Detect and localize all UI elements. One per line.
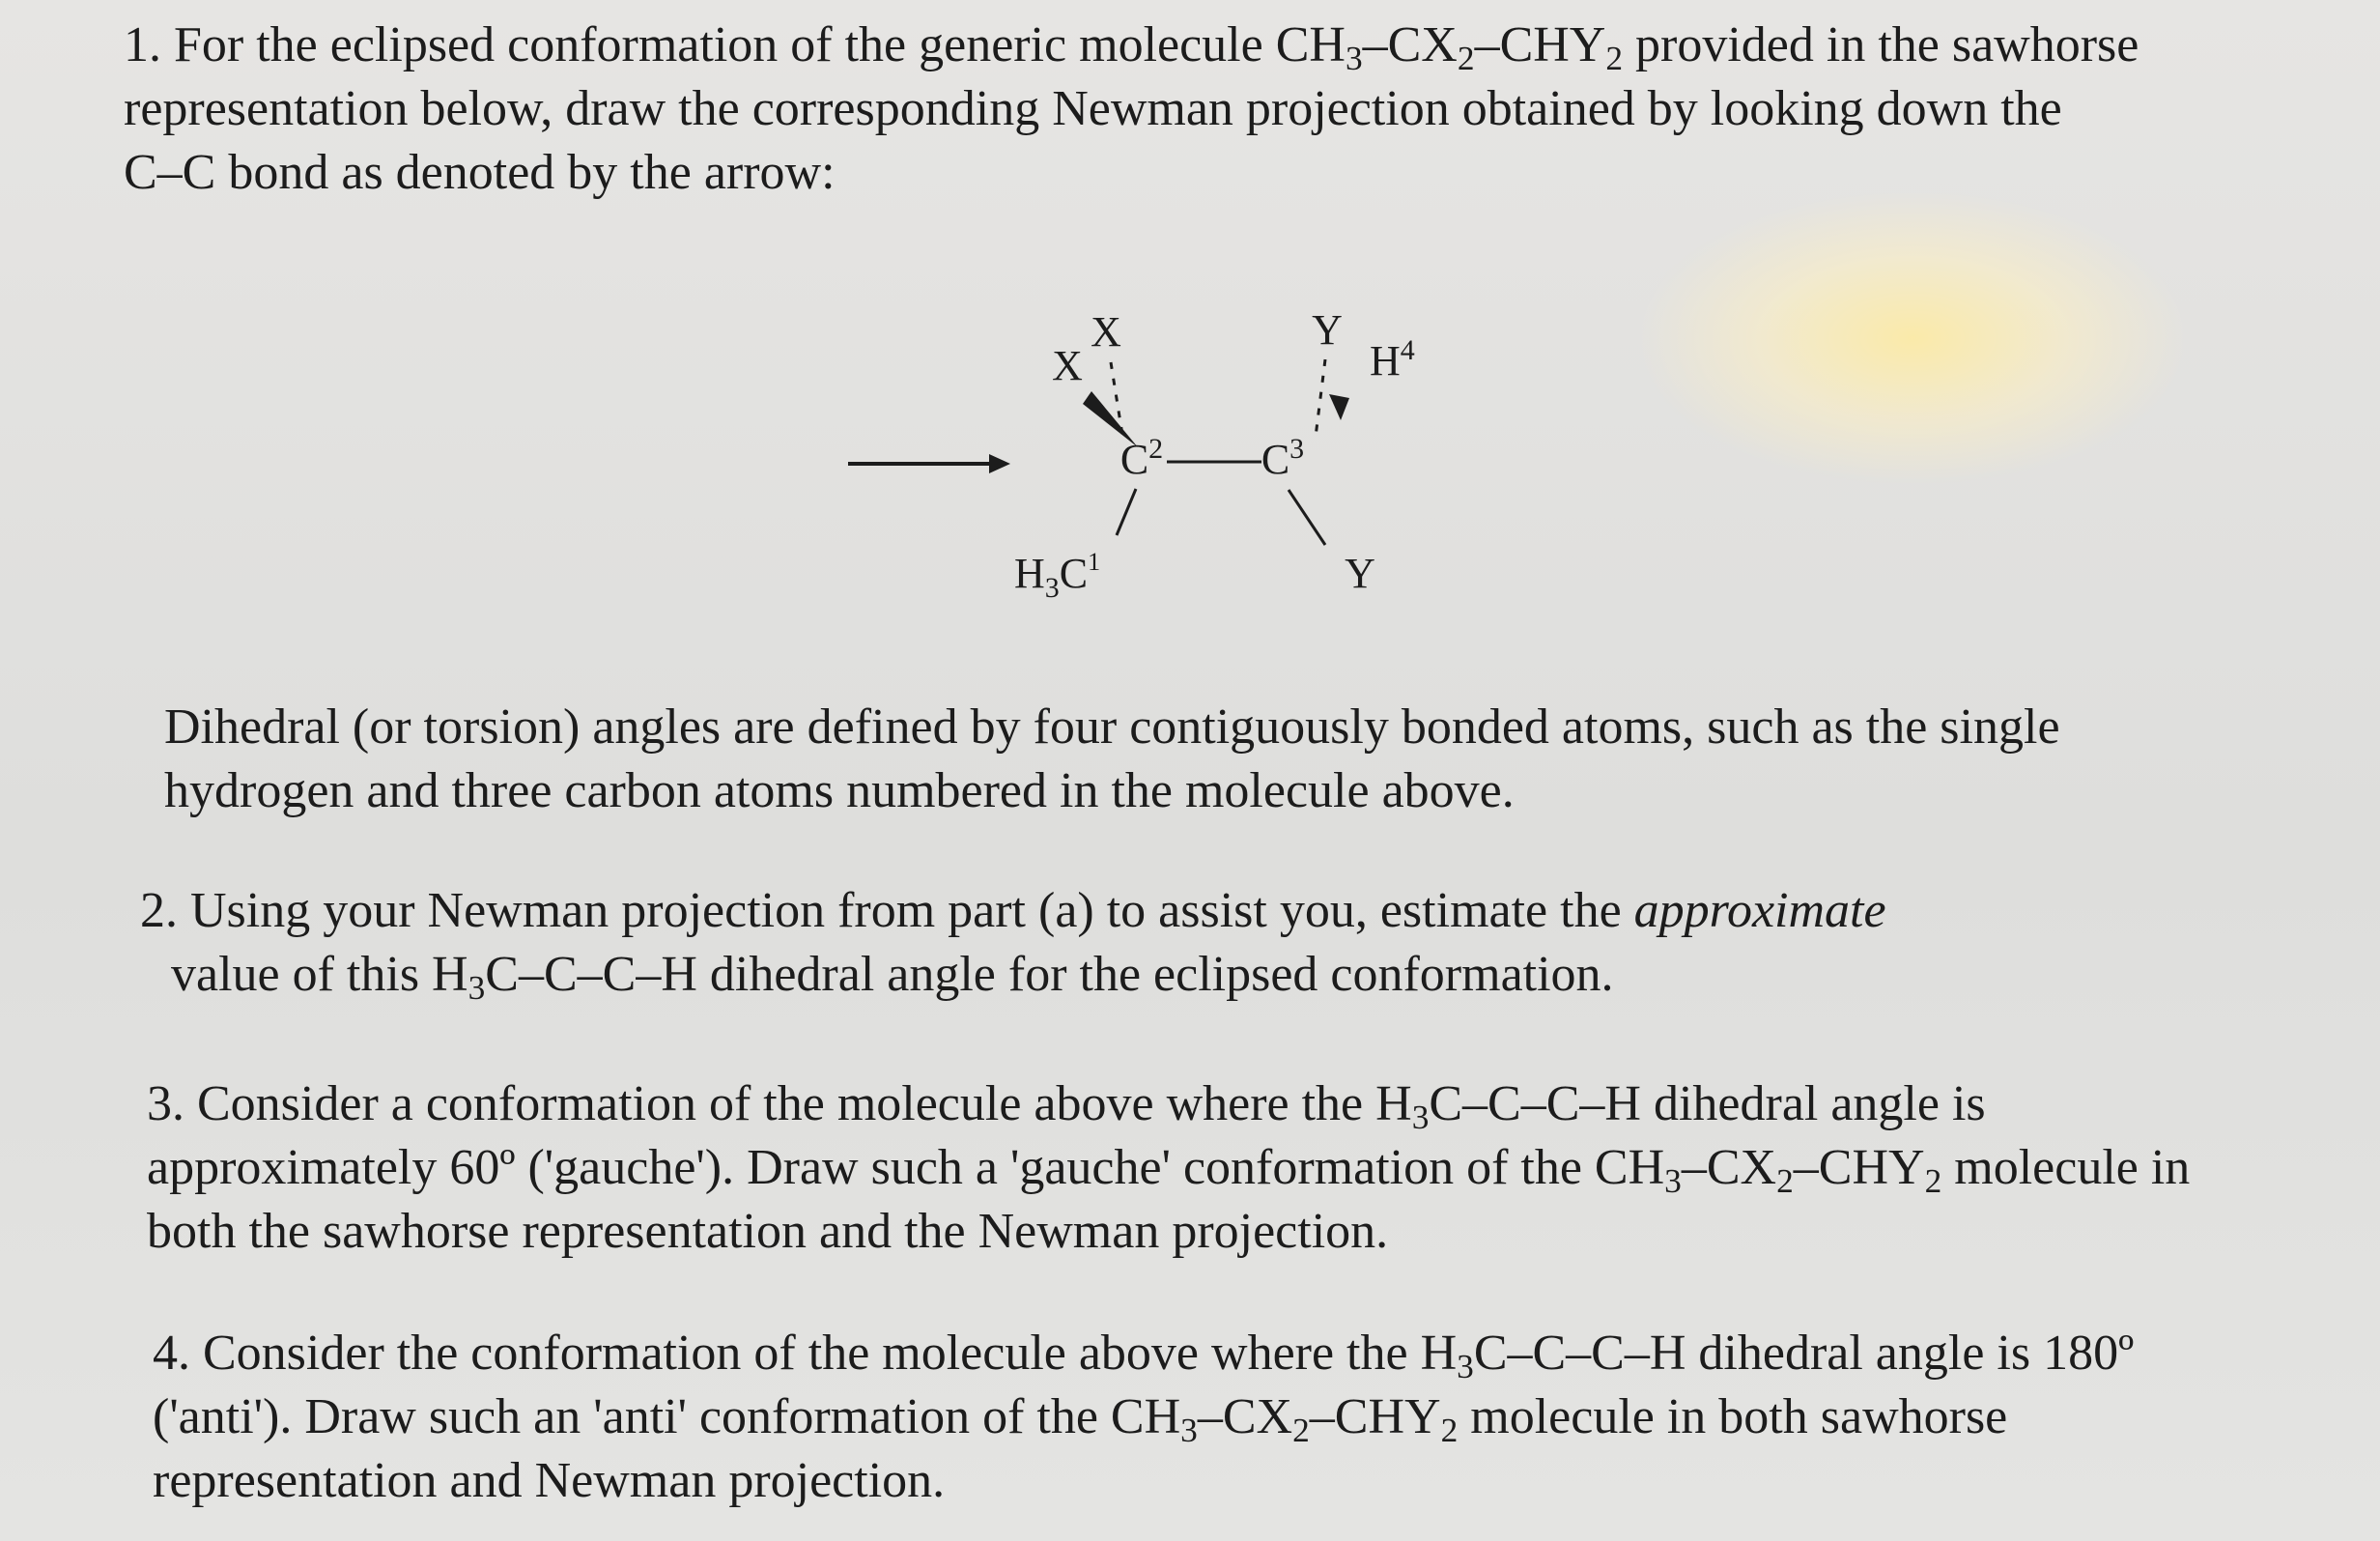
q1-sub-d: 2 xyxy=(1457,38,1475,77)
question-3 xyxy=(147,1072,2190,1264)
q4-text-c: C–C–C–H dihedral angle is 180º xyxy=(1473,1326,2135,1381)
q2-emphasis: approximate xyxy=(1633,883,1886,938)
q3-text-a: 3. Consider a conformation of the molecule above where the H xyxy=(147,1076,1412,1131)
dihedral-line-2: hydrogen and three carbon atoms numbered in the molecule above. xyxy=(164,763,1515,818)
question-2 xyxy=(140,879,1886,1007)
label-c2: $C^2$ xyxy=(1119,433,1164,483)
q2-text-2a: value of this H xyxy=(171,947,468,1002)
question-4-line-1 xyxy=(153,1322,2134,1385)
question-1-line-2: representation below, draw the corresponding Newman projection obtained by looking down the xyxy=(124,81,2062,136)
q4-text-2a: ('anti'). Draw such an 'anti' conformation of the CH xyxy=(153,1389,1181,1444)
q2-sub: 3 xyxy=(468,967,486,1007)
q3-text-2g: molecule in xyxy=(1941,1140,2191,1195)
wedge-c2-x xyxy=(1083,391,1138,447)
question-1 xyxy=(124,14,2139,205)
question-4-line-2 xyxy=(153,1385,2134,1449)
dihedral-definition xyxy=(164,696,2060,823)
question-2-line-1 xyxy=(140,879,1886,943)
q4-text-a: 4. Consider the conformation of the molecule above where the H xyxy=(153,1326,1458,1381)
bond-c3-y xyxy=(1289,490,1325,545)
q4-text-2g: molecule in both sawhorse xyxy=(1458,1389,2008,1444)
question-2-line-2 xyxy=(140,943,1886,1007)
label-y-upper: Y xyxy=(1312,306,1343,354)
label-x-left: X xyxy=(1052,342,1083,389)
label-x-upper: X xyxy=(1091,308,1121,356)
q3-sub-b: 3 xyxy=(1411,1097,1430,1136)
label-y-lower: Y xyxy=(1345,550,1375,597)
question-3-line-3: both the sawhorse representation and the Newman projection. xyxy=(147,1204,1389,1259)
q3-text-2a: approximately 60º ('gauche'). Draw such a 'gauche' conformation of the CH xyxy=(147,1140,1665,1195)
q3-text-2e: –CHY xyxy=(1793,1140,1925,1195)
bond-c2-ch3 xyxy=(1117,489,1136,535)
q1-text-c: –CX xyxy=(1362,17,1458,72)
q1-sub-a: 3 xyxy=(1345,38,1363,77)
q4-text-2c: –CX xyxy=(1197,1389,1293,1444)
q4-sub-2f: 2 xyxy=(1440,1410,1459,1449)
label-ch3: $H_3C^1$ xyxy=(1014,548,1101,604)
q3-text-2c: –CX xyxy=(1681,1140,1777,1195)
question-4 xyxy=(153,1322,2134,1513)
dihedral-line-1: Dihedral (or torsion) angles are defined by four contiguously bonded atoms, such as the single xyxy=(164,699,2060,755)
q3-sub-2f: 2 xyxy=(1924,1160,1942,1200)
question-1-line-3: C–C bond as denoted by the arrow: xyxy=(124,145,836,200)
q1-text-g: provided in the sawhorse xyxy=(1623,17,2139,72)
q3-sub-2d: 2 xyxy=(1776,1160,1794,1200)
q4-text-2e: –CHY xyxy=(1309,1389,1441,1444)
q1-text-a: 1. For the eclipsed conformation of the generic molecule CH xyxy=(124,17,1346,72)
wedge-c3-h4 xyxy=(1329,394,1349,420)
label-c3: $C^3$ xyxy=(1261,433,1305,483)
view-arrow-head xyxy=(989,454,1010,473)
q4-sub-b: 3 xyxy=(1457,1346,1474,1385)
light-glare xyxy=(1642,193,2183,483)
dash-c3-y xyxy=(1316,359,1325,437)
q4-sub-2d: 2 xyxy=(1292,1410,1310,1449)
q3-sub-2b: 3 xyxy=(1664,1160,1682,1200)
question-3-line-2 xyxy=(147,1136,2190,1200)
q3-text-c: C–C–C–H dihedral angle is xyxy=(1429,1076,1986,1131)
q2-text-a: 2. Using your Newman projection from part (a) to assist you, estimate the xyxy=(140,883,1634,938)
label-h4: $H^4$ xyxy=(1370,334,1415,385)
question-3-line-1 xyxy=(147,1072,2190,1136)
question-4-line-3: representation and Newman projection. xyxy=(153,1453,946,1508)
q1-text-e: –CHY xyxy=(1474,17,1606,72)
sawhorse-diagram xyxy=(831,300,1449,618)
q4-sub-2b: 3 xyxy=(1180,1410,1198,1449)
q1-sub-f: 2 xyxy=(1605,38,1624,77)
q2-text-2c: C–C–C–H dihedral angle for the eclipsed conformation. xyxy=(485,947,1614,1002)
question-1-line-1 xyxy=(124,14,2139,77)
